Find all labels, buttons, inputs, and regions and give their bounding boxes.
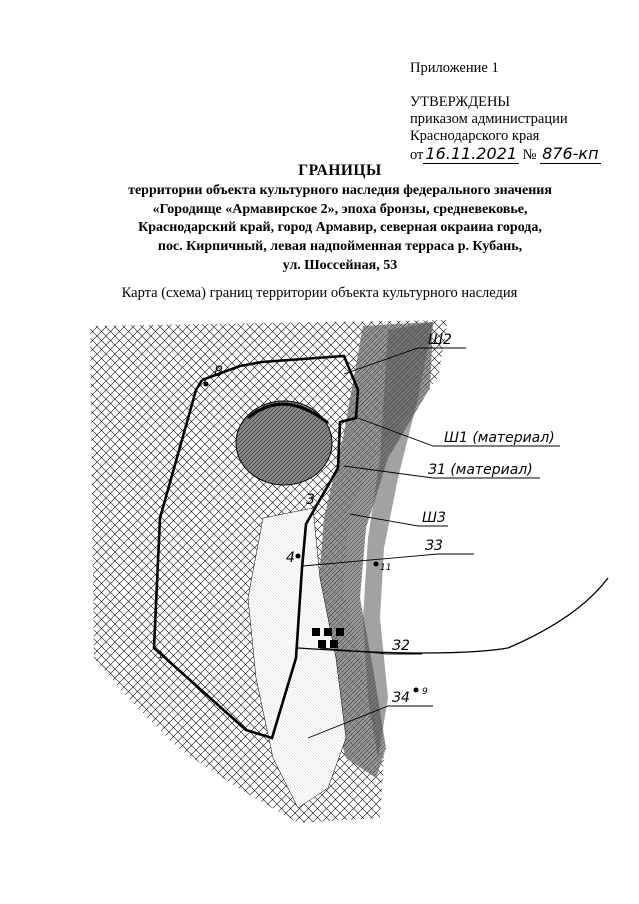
label-sh1: Ш1 (материал) bbox=[444, 430, 555, 446]
order-line: приказом администрации bbox=[410, 111, 568, 127]
map-drawing bbox=[88, 318, 639, 828]
point-label-8: 8 bbox=[214, 364, 223, 380]
point-label-11: 11 bbox=[380, 563, 392, 573]
map-caption: Карта (схема) границ территории объекта культурного наследия bbox=[121, 285, 518, 301]
label-sh2: Ш2 bbox=[428, 332, 452, 348]
title-line: пос. Кирпичный, левая надпойменная терраса р. Кубань, bbox=[157, 239, 523, 255]
point-marker bbox=[204, 382, 209, 387]
title-line: Краснодарский край, город Армавир, северная окраина города, bbox=[138, 220, 542, 236]
label-z3: З3 bbox=[425, 538, 443, 554]
title-heading: ГРАНИЦЫ bbox=[298, 162, 382, 179]
point-label-9: 9 bbox=[422, 687, 428, 697]
title-line: «Городище «Армавирское 2», эпоха бронзы, средневековье, bbox=[152, 201, 528, 217]
appendix-label: Приложение 1 bbox=[410, 60, 499, 76]
point-label-1: 1 bbox=[158, 651, 164, 661]
date-prefix: от bbox=[410, 147, 424, 163]
title-line: ул. Шоссейная, 53 bbox=[282, 257, 398, 273]
point-marker bbox=[296, 554, 301, 559]
region-line: Краснодарского края bbox=[410, 128, 540, 144]
number-prefix: № bbox=[522, 147, 537, 163]
label-z4: З4 bbox=[392, 690, 410, 706]
hillfort-mound bbox=[236, 401, 332, 485]
point-marker bbox=[414, 688, 419, 693]
label-z2: З2 bbox=[392, 638, 410, 654]
label-z1: З1 (материал) bbox=[428, 462, 533, 478]
approved-label: УТВЕРЖДЕНЫ bbox=[410, 94, 511, 110]
point-label-4: 4 bbox=[286, 550, 295, 566]
handwritten-number: 876-кп bbox=[542, 144, 599, 163]
title-line: территории объекта культурного наследия федерального значения bbox=[128, 182, 552, 198]
label-sh3: Ш3 bbox=[422, 510, 446, 526]
boundary-map bbox=[88, 318, 639, 828]
point-marker bbox=[374, 562, 379, 567]
document-title bbox=[100, 162, 580, 276]
approval-block bbox=[410, 94, 601, 164]
handwritten-date: 16.11.2021 bbox=[425, 144, 518, 163]
point-label-3: 3 bbox=[306, 492, 315, 508]
